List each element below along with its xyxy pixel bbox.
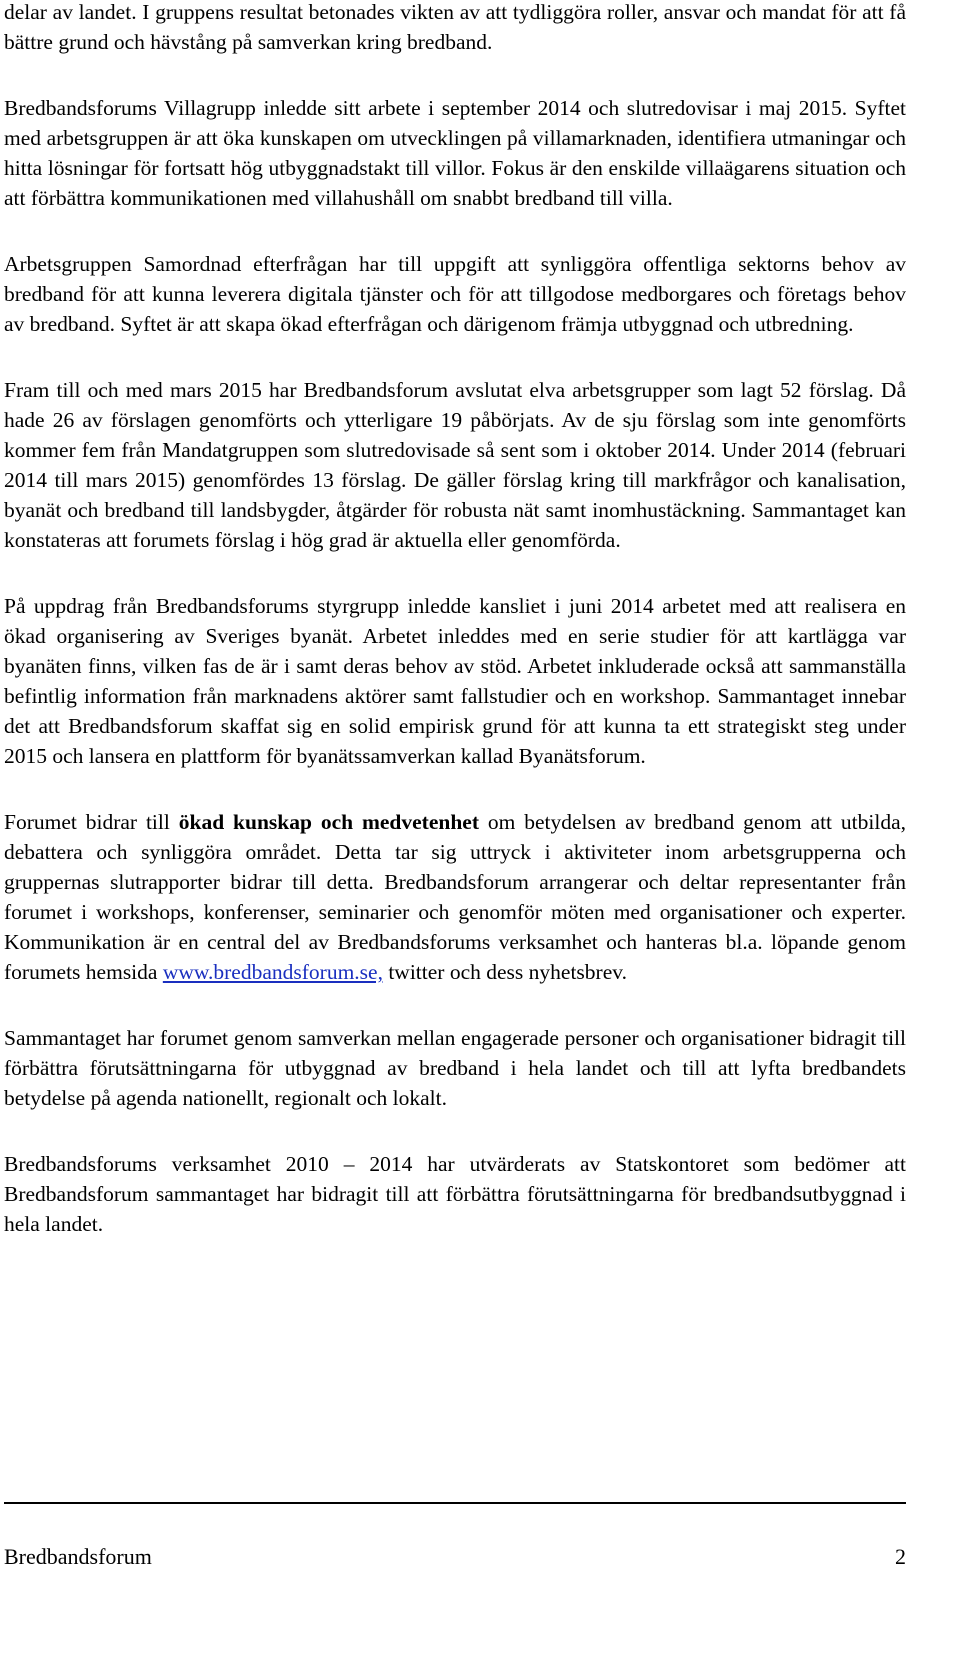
website-link[interactable]: www.bredbandsforum.se, [162,960,383,984]
paragraph-6-emphasis: ökad kunskap och medvetenhet [178,810,479,834]
paragraph-6 [4,807,906,987]
paragraph-1: delar av landet. I gruppens resultat betonades vikten av att tydliggöra roller, ansvar och mandat för att få bättre grund och hävstång på samverkan kring bredband. [4,0,906,54]
paragraph-3: Arbetsgruppen Samordnad efterfrågan har till uppgift att synliggöra offentliga sektorns behov av bredband för att kunna leverera digitala tjänster och för att tillgodose medborgares och företags behov av bredband. Syftet är att skapa ökad efterfrågan och därigenom främja utbyggnad och utbredning. [4,252,906,336]
paragraph-2: Bredbandsforums Villagrupp inledde sitt arbete i september 2014 och slutredovisar i maj 2015. Syftet med arbetsgruppen är att öka kunskapen om utvecklingen på villamarknaden, identifiera utmaningar och hitta lösningar för fortsatt hög utbyggnadstakt till villor. Fokus är den enskilde villaägarens situation och att förbättra kommunikationen med villahushåll om snabbt bredband till villa. [4,96,906,210]
footer-org-name: Bredbandsforum [4,1544,152,1569]
paragraph-6-body: om betydelsen av bredband genom att utbilda, debattera och synliggöra området. Detta tar sig uttryck i aktiviteter inom arbetsgrupperna och gruppernas slutrapporter bidrar till detta. Bredbandsforum arrangerar och deltar representanter från forumet i workshops, konferenser, seminarier och genomför möten med organisationer och experter. Kommunikation är en central del av Bredbandsforums verksamhet och hanteras bl.a. löpande genom forumets hemsida [4,810,906,984]
paragraph-5: På uppdrag från Bredbandsforums styrgrupp inledde kansliet i juni 2014 arbetet med att realisera en ökad organisering av Sveriges byanät. Arbetet inleddes med en serie studier för att kartlägga var byanäten finns, vilken fas de är i samt deras behov av stöd. Arbetet inkluderade också att sammanställa befintlig information från marknadens aktörer samt fallstudier och en workshop. Sammantaget innebar det att Bredbandsforum skaffat sig en solid empirisk grund för att kunna ta ett strategiskt steg under 2015 och lansera en plattform för byanätssamverkan kallad Byanätsforum. [4,594,906,768]
footer-divider [4,1502,906,1504]
paragraph-6-end: twitter och dess nyhetsbrev. [382,960,627,984]
footer-page-number: 2 [895,1544,906,1569]
paragraph-7: Sammantaget har forumet genom samverkan mellan engagerade personer och organisationer bidragit till förbättra förutsättningarna för utbyggnad av bredband i hela landet och till att lyfta bredbandets betydelse på agenda nationellt, regionalt och lokalt. [4,1026,906,1110]
paragraph-6-intro: Forumet bidrar till [4,810,179,834]
body-text [4,0,906,1275]
paragraph-8: Bredbandsforums verksamhet 2010 – 2014 har utvärderats av Statskontoret som bedömer att Bredbandsforum sammantaget har bidragit till att förbättra förutsättningarna för bredbandsutbyggnad i hela landet. [4,1152,906,1236]
paragraph-4: Fram till och med mars 2015 har Bredbandsforum avslutat elva arbetsgrupper som lagt 52 förslag. Då hade 26 av förslagen genomförts och ytterligare 19 påbörjats. Av de sju förslag som inte genomförts kommer fem från Mandatgruppen som slutredovisade så sent som i oktober 2014. Under 2014 (februari 2014 till mars 2015) genomfördes 13 förslag. De gäller förslag kring till markfrågor och kanalisation, byanät och bredband till landsbygder, åtgärder för robusta nät samt inomhustäckning. Sammantaget kan konstateras att forumets förslag i hög grad är aktuella eller genomförda. [4,378,906,552]
